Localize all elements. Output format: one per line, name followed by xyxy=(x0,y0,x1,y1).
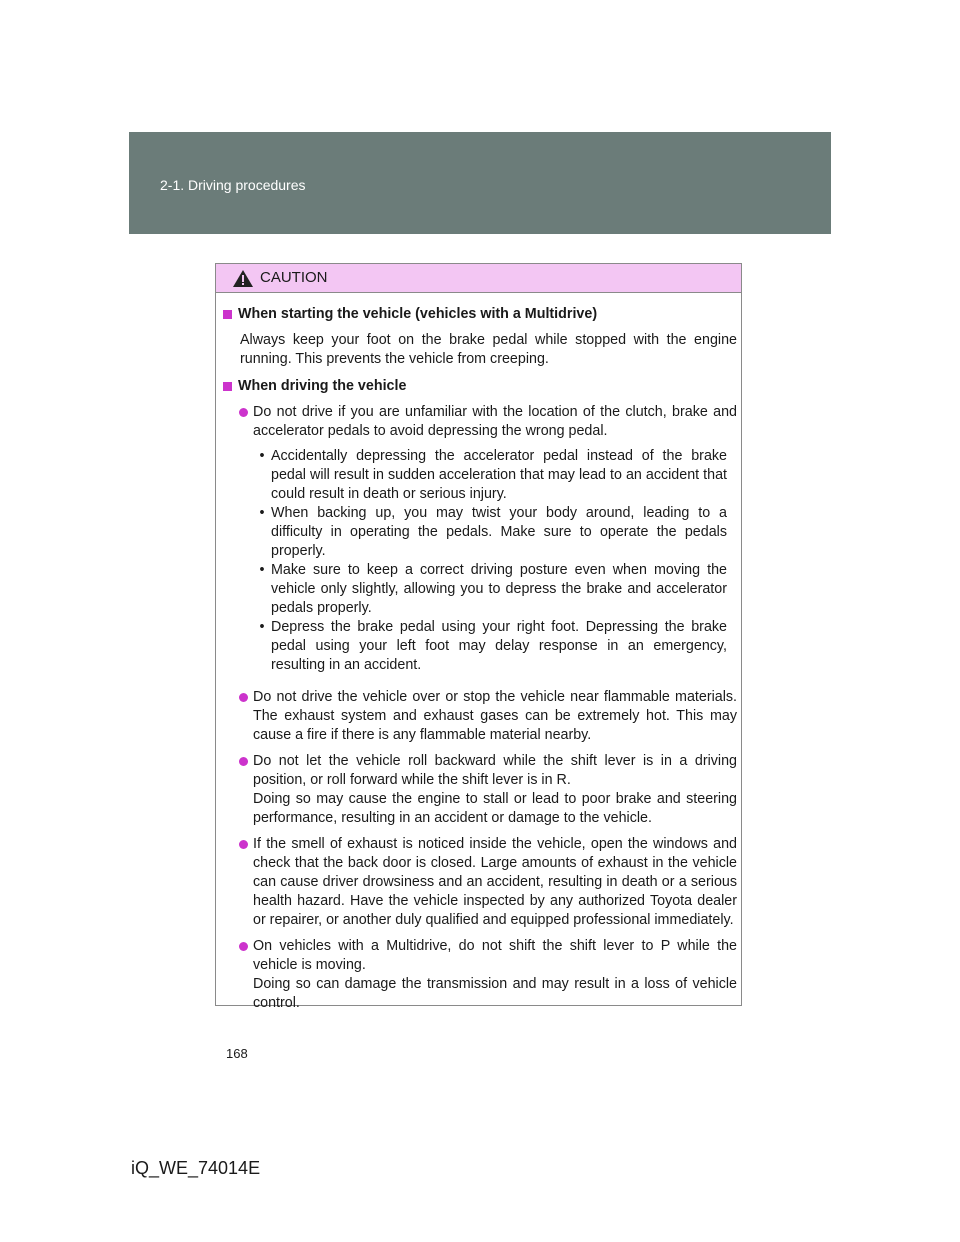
sub-list-item-text: Depress the brake pedal using your right foot. Depressing the brake pedal using your left foot may delay response in an emergency, resulting in an accident. xyxy=(271,619,727,673)
list-item-text-continued: Doing so may cause the engine to stall or lead to poor brake and steering performance, resulting in an accident or damage to the vehicle. xyxy=(253,791,737,826)
section-heading-text: When driving the vehicle xyxy=(238,378,407,394)
list-item xyxy=(239,835,737,930)
section-heading-text: When starting the vehicle (vehicles with a Multidrive) xyxy=(238,306,598,322)
sub-list-item: • When backing up, you may twist your body around, leading to a difficulty in operating the pedals. Make sure to operate the pedals properly. xyxy=(253,504,737,561)
document-code: iQ_WE_74014E xyxy=(131,1158,261,1178)
section-heading xyxy=(223,377,737,396)
sub-list-item-text: Make sure to keep a correct driving posture even when moving the vehicle only slightly, allowing you to depress the brake and accelerator pedals properly. xyxy=(271,562,727,616)
list-item-text-continued: Doing so can damage the transmission and may result in a loss of vehicle control. xyxy=(253,976,737,1011)
section-heading xyxy=(223,305,737,324)
list-item-text: Do not let the vehicle roll backward while the shift lever is in a driving position, or roll forward while the shift lever is in R. xyxy=(253,753,737,788)
list-item-text: On vehicles with a Multidrive, do not shift the shift lever to P while the vehicle is moving. xyxy=(253,938,737,973)
round-bullet-icon xyxy=(239,693,248,702)
sub-list xyxy=(253,447,737,675)
sub-list-item-text: When backing up, you may twist your body around, leading to a difficulty in operating the pedals. Make sure to operate the pedals properly. xyxy=(271,505,727,559)
round-bullet-icon xyxy=(239,757,248,766)
section-title: 2-1. Driving procedures xyxy=(160,177,306,193)
warning-triangle-icon xyxy=(233,270,253,292)
sub-list-item-text: Accidentally depressing the accelerator pedal instead of the brake pedal will result in sudden acceleration that may lead to an accident that could result in death or serious injury. xyxy=(271,448,727,502)
sub-list-item: • Depress the brake pedal using your right foot. Depressing the brake pedal using your left foot may delay response in an emergency, resulting in an accident. xyxy=(253,618,737,675)
list-item xyxy=(239,752,737,828)
sub-list-item: • Make sure to keep a correct driving posture even when moving the vehicle only slightly, allowing you to depress the brake and accelerator pedals properly. xyxy=(253,561,737,618)
square-bullet-icon xyxy=(223,310,232,319)
page-number: 168 xyxy=(226,1046,248,1061)
caution-body xyxy=(216,293,741,1013)
caution-label: CAUTION xyxy=(260,269,328,286)
caution-box xyxy=(215,263,742,1011)
sub-list-item: • Accidentally depressing the accelerator pedal instead of the brake pedal will result in sudden acceleration that may lead to an accident that could result in death or serious injury. xyxy=(253,447,737,504)
round-bullet-icon xyxy=(239,942,248,951)
list-item-text: If the smell of exhaust is noticed inside the vehicle, open the windows and check that the back door is closed. Large amounts of exhaust in the vehicle can cause driver drowsiness and an accident, resulting in death or a serious health hazard. Have the vehicle inspected by any authorized Toyota dealer or repairer, or another duly qualified and equipped professional immediately. xyxy=(253,836,737,928)
round-bullet-icon xyxy=(239,840,248,849)
list-item xyxy=(239,937,737,1013)
page-header xyxy=(129,132,831,234)
square-bullet-icon xyxy=(223,382,232,391)
section-paragraph: Always keep your foot on the brake pedal while stopped with the engine running. This prevents the vehicle from creeping. xyxy=(240,332,737,367)
list-item xyxy=(239,688,737,745)
caution-header xyxy=(216,264,741,293)
list-item xyxy=(239,403,737,681)
round-bullet-icon xyxy=(239,408,248,417)
list-item-text: Do not drive the vehicle over or stop the vehicle near flammable materials. The exhaust system and exhaust gases can be extremely hot. This may cause a fire if there is any flammable material nearby. xyxy=(253,689,737,743)
list-item-text: Do not drive if you are unfamiliar with the location of the clutch, brake and accelerator pedals to avoid depressing the wrong pedal. xyxy=(253,404,737,439)
